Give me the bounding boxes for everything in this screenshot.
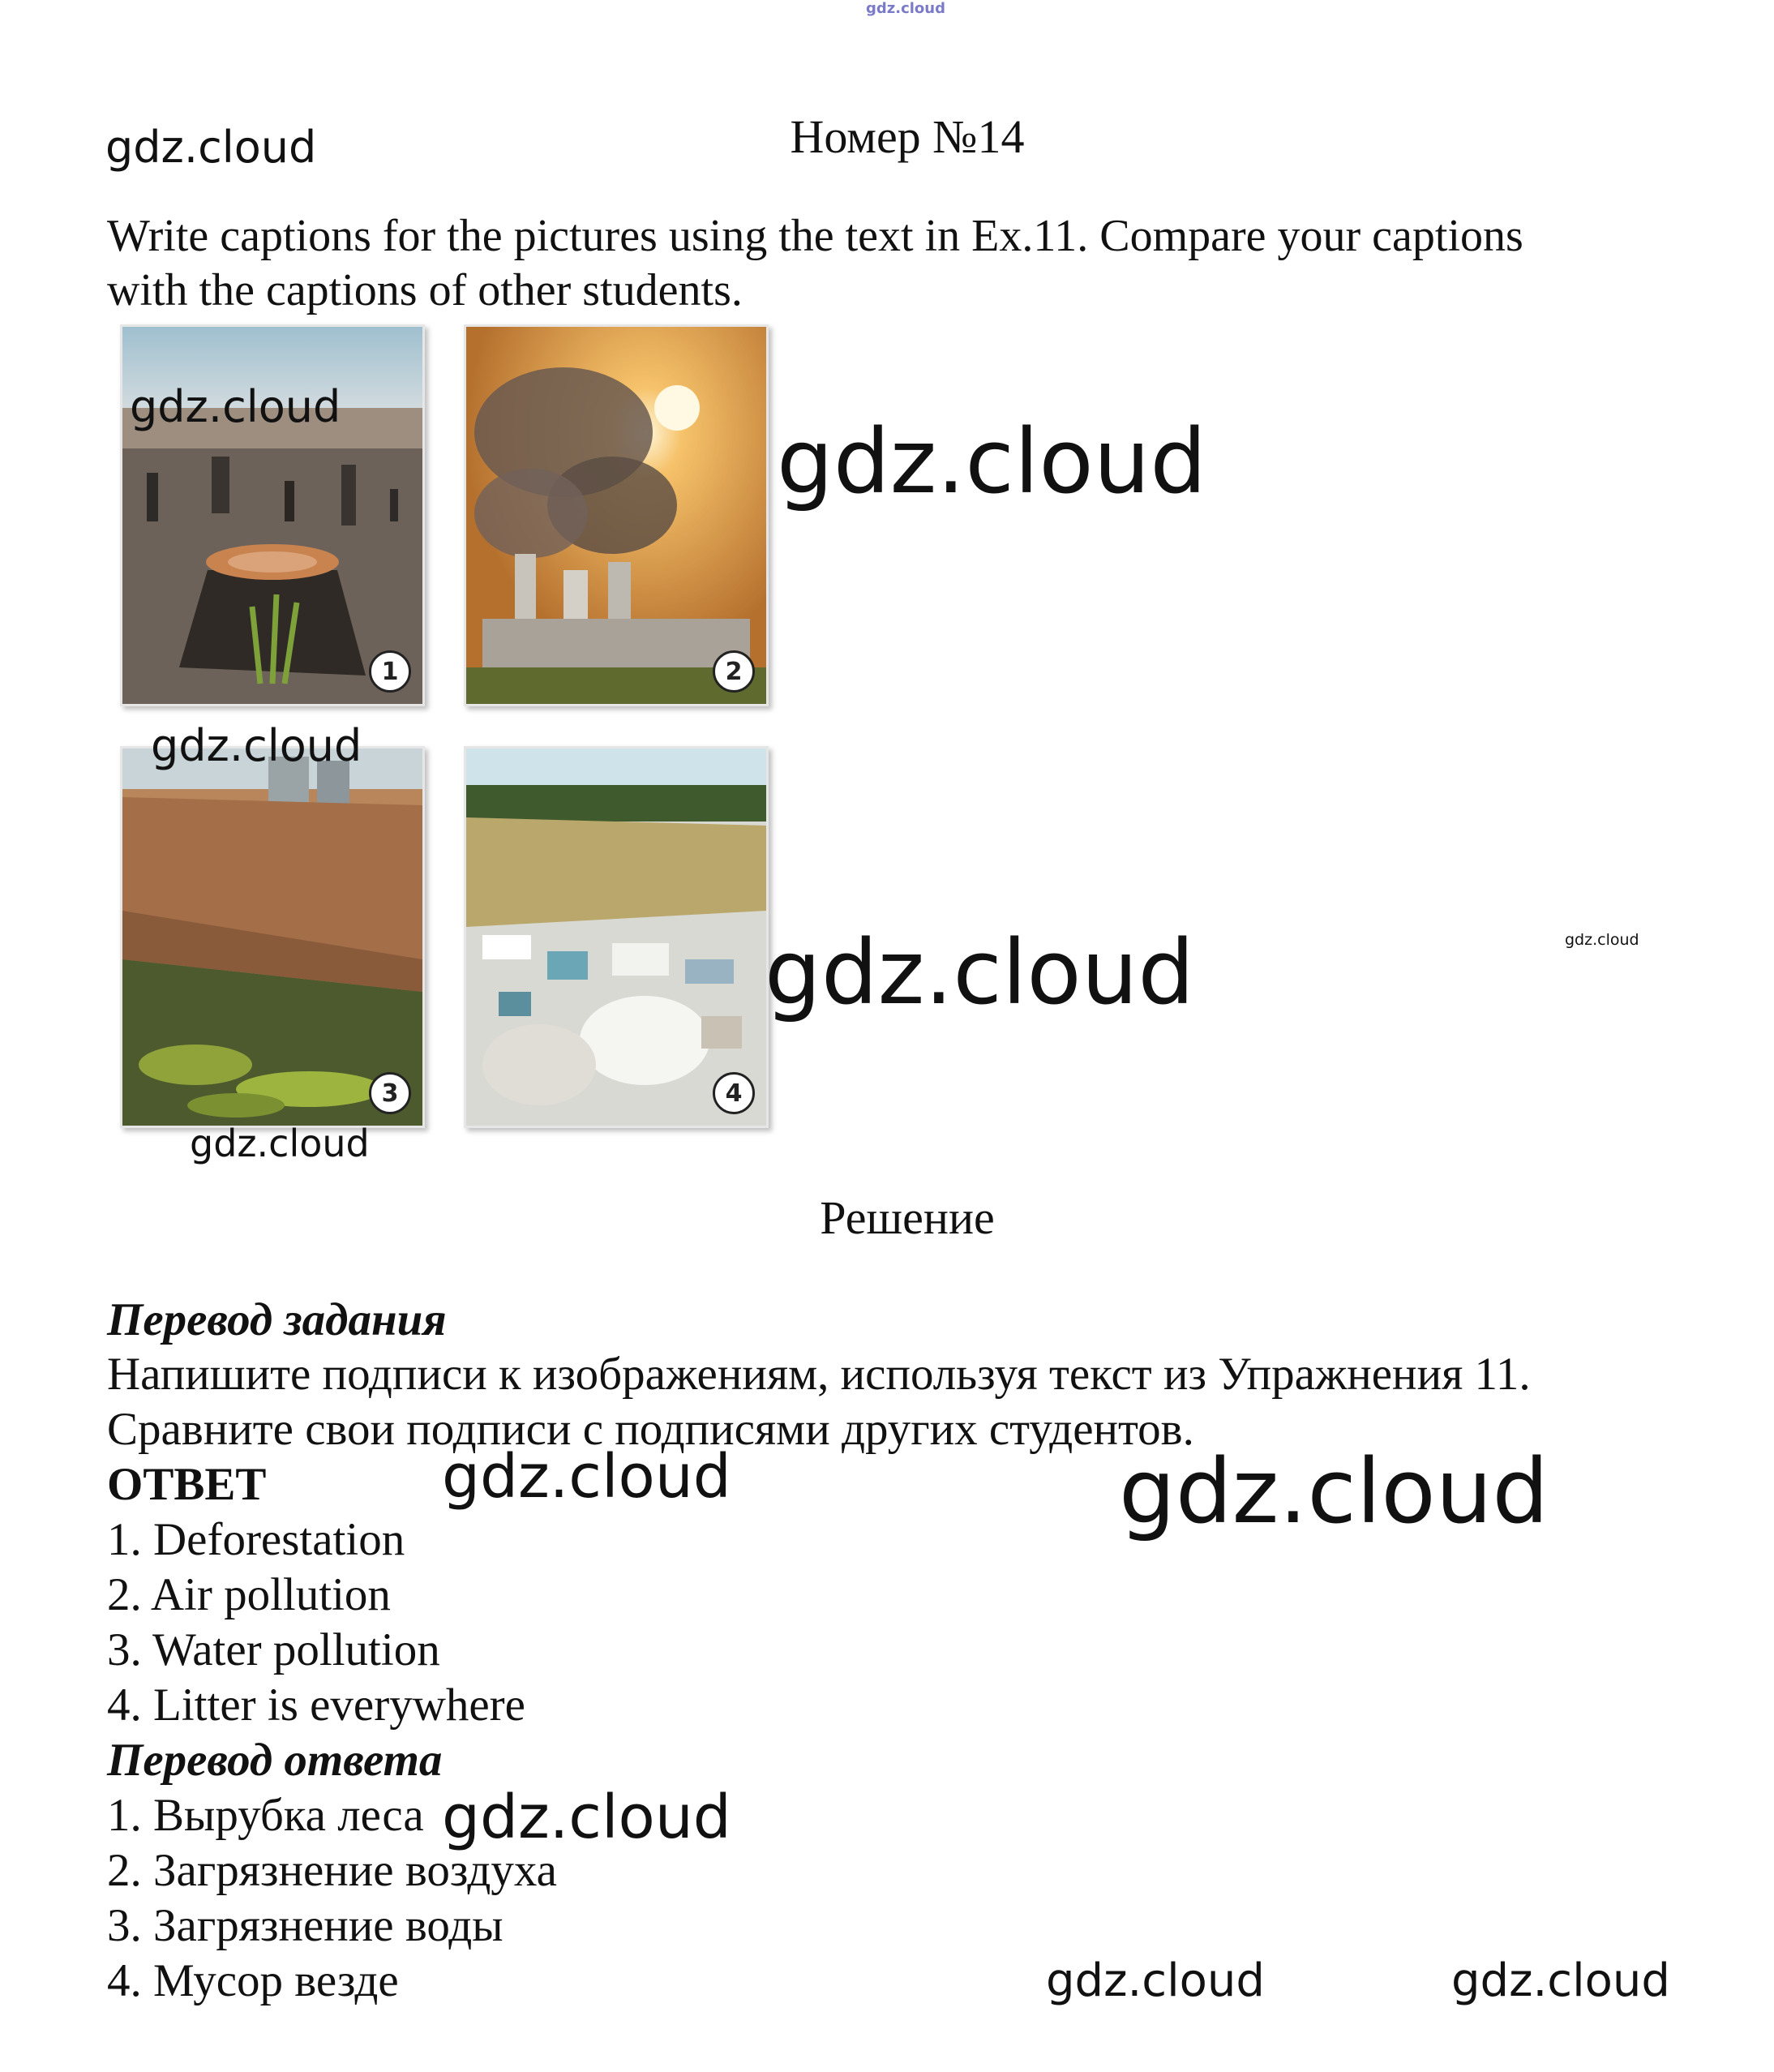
watermark-header: gdz.cloud — [105, 122, 317, 173]
watermark-photo1: gdz.cloud — [130, 381, 341, 432]
photo-air-pollution — [464, 324, 769, 706]
answer-item: 4. Litter is everywhere — [107, 1679, 525, 1731]
translation-heading: Перевод задания — [107, 1294, 447, 1345]
photo-number-badge: 1 — [369, 650, 411, 693]
watermark-below-photos: gdz.cloud — [190, 1122, 370, 1165]
translation-line-1: Напишите подписи к изображениям, используя текст из Упражнения 11. — [107, 1349, 1531, 1400]
translation-line-2: Сравните свои подписи с подписями других студентов. — [107, 1404, 1194, 1455]
answer-heading: ОТВЕТ — [107, 1459, 267, 1510]
watermark-otvet-right: gdz.cloud — [1119, 1439, 1549, 1543]
watermark-otvet-mid: gdz.cloud — [442, 1442, 731, 1512]
photo-water-pollution — [120, 746, 425, 1128]
photo-number-badge: 3 — [369, 1072, 411, 1114]
answer-item: 2. Air pollution — [107, 1569, 391, 1620]
watermark-bottom-mid: gdz.cloud — [1046, 1954, 1265, 2007]
task-line-2: with the captions of other students. — [107, 265, 743, 315]
polluted-water-icon — [122, 749, 422, 1126]
photo-number-badge: 2 — [713, 650, 755, 693]
answer-translation-heading: Перевод ответа — [107, 1735, 443, 1786]
litter-dump-icon — [466, 749, 766, 1126]
answer-item: 3. Water pollution — [107, 1624, 440, 1675]
watermark-big-top: gdz.cloud — [777, 410, 1207, 513]
watermark-small-right: gdz.cloud — [1565, 931, 1639, 949]
answer-item: 1. Deforestation — [107, 1514, 405, 1565]
answer-ru-item: 2. Загрязнение воздуха — [107, 1845, 557, 1896]
watermark-bottom-right: gdz.cloud — [1451, 1954, 1670, 2007]
answer-ru-item: 4. Мусор везде — [107, 1955, 399, 2006]
photo-number-badge: 4 — [713, 1072, 755, 1114]
photo-litter — [464, 746, 769, 1128]
answer-ru-item: 1. Вырубка леса — [107, 1790, 424, 1841]
watermark-big-mid: gdz.cloud — [765, 920, 1195, 1024]
answer-ru-item: 3. Загрязнение воды — [107, 1900, 503, 1951]
page-title: Номер №14 — [790, 110, 1025, 163]
watermark-photo3: gdz.cloud — [151, 720, 362, 771]
watermark-answer-ru: gdz.cloud — [442, 1782, 731, 1852]
solution-heading: Решение — [820, 1191, 995, 1244]
watermark-top-tiny: gdz.cloud — [866, 0, 945, 17]
factory-smoke-icon — [466, 327, 766, 704]
task-line-1: Write captions for the pictures using the text in Ex.11. Compare your captions — [107, 211, 1523, 261]
